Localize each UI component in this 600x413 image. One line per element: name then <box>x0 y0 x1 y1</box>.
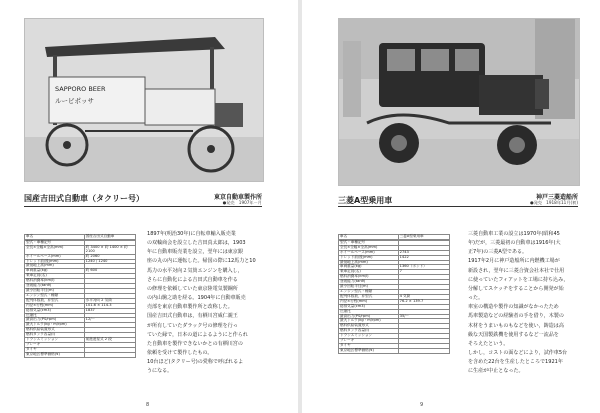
body-line: 座の丸の内に運転した。帰国の際に12馬力と10 <box>147 258 256 265</box>
spec-row <box>25 245 136 254</box>
spec-label: 最小回転半径(m) <box>339 285 399 290</box>
body-line: 正7年)の三菱A型である。 <box>468 249 528 256</box>
spec-value: 三菱A型乗用車 <box>398 235 449 240</box>
release-takuri: ●発売 1907年－月 <box>222 200 262 205</box>
spec-label: 車両重量(kg) <box>339 265 399 270</box>
spec-label: 燃料供給装置形式 <box>25 328 85 333</box>
page-number-left: 8 <box>146 402 150 408</box>
spec-value: 101.6 × 114.3 <box>84 303 135 308</box>
spec-label: 車名 <box>339 235 399 240</box>
title-mitsubishi-a: 三菱A型乗用車 <box>338 196 393 205</box>
spec-label: 型式・車種記号 <box>25 240 85 245</box>
body-line: しかし，コストの面などにより，試作車5台 <box>468 350 568 357</box>
spec-label: 総排気量(cm3) <box>339 304 399 309</box>
body-line: が所有していたダラック号の修理を行っ <box>147 322 238 329</box>
spec-value: 76.2 × 139.7 <box>398 299 449 304</box>
spec-label: エンジン型式・種類 <box>25 293 85 298</box>
spec-label: ホイールベース(mm) <box>339 250 399 255</box>
spec-label: 総排気量(cm3) <box>25 308 85 313</box>
spec-label: 最大トルク(kg・m/rpm) <box>339 319 399 324</box>
body-line: の修理を依頼していた東京陸電気製鋼所 <box>147 285 238 292</box>
spec-label: 東京地区標準価格(¥) <box>25 352 85 357</box>
body-line: 級な天国製鉄機を使用するなど一流品を <box>468 331 559 338</box>
spec-label: トレッド前/後(mm) <box>339 255 399 260</box>
spec-label: 配列体数数，弁型式 <box>25 298 85 303</box>
spec-value: 1240 / 1240 <box>84 259 135 264</box>
body-line: の内山駒之助を経る。1904年に自動車販売 <box>147 295 246 302</box>
body-line: 1897年(明治30年)に自転車輸入販売業 <box>147 231 236 237</box>
body-line: 三菱自動車工業の設立は1970年(昭和45 <box>468 231 560 237</box>
spec-label: トレッド前/後(mm) <box>25 259 85 264</box>
spec-value: 1837 <box>84 308 135 313</box>
spec-label: 圧縮比 <box>25 313 85 318</box>
body-line: 馬力の水平対向２気筒エンジンを購入し， <box>147 267 243 274</box>
body-line: そろえたという。 <box>468 340 509 347</box>
spec-label: 最高出力(PS/rpm) <box>25 318 85 323</box>
spec-label: 登坂能力(tanθ) <box>339 280 399 285</box>
spec-value: 35/－ <box>398 314 449 319</box>
photo-sign-line2: ルービポッサ <box>55 97 94 105</box>
body-line: を含めた22台を生産したところで1921年 <box>468 359 563 366</box>
spec-label: ブレーキ <box>339 339 399 344</box>
spec-value: 約 600 <box>84 269 135 274</box>
spec-label: 内径×行程(mm) <box>339 299 399 304</box>
title-takuri: 国産吉田式自動車（タクリー号） <box>24 194 144 203</box>
maker-mitsubishi: 神戸三菱造船所 <box>535 194 578 201</box>
spec-label: タイヤ <box>339 343 399 348</box>
spec-value: 12/－ <box>84 318 135 323</box>
body-line: 年)だが，三菱最初の自動車は1916年(大 <box>468 240 561 247</box>
body-line: 分解してスケッチをすることから開発が始 <box>468 285 564 292</box>
spec-value: 7 <box>398 270 449 275</box>
spec-value: 1422 <box>398 255 449 260</box>
spec-table-left <box>24 234 136 358</box>
spec-value: 国産吉田式自動車 <box>84 235 135 240</box>
spec-label: 車両重量(kg) <box>25 269 85 274</box>
body-line: 1917年2月に神戸造船所に内燃機工場が <box>468 258 560 265</box>
photo-sign-line1: SAPPORO BEER <box>55 85 106 93</box>
release-mitsubishi: ●発売 1918年11月(初) <box>529 200 578 205</box>
spec-table-right <box>338 234 450 354</box>
spec-label: 最低地上高(mm) <box>25 264 85 269</box>
body-line: うになる。 <box>147 368 173 375</box>
mitsubishi-illustration <box>339 19 579 185</box>
spec-label: 車名 <box>25 235 85 240</box>
spec-label: 内径×行程(mm) <box>25 303 85 308</box>
spec-row <box>339 348 450 353</box>
spec-value: 約 3400 × 約 1400 × 約 2100 <box>84 245 135 254</box>
body-line: 木材をうまいものもなどを使い，鋳造は高 <box>468 322 564 329</box>
spec-label: 最高出力(PS/rpm) <box>339 314 399 319</box>
spec-value <box>84 352 135 357</box>
body-line: 売部を東京自動車製作所と改称した。 <box>147 304 233 311</box>
spec-label: 型式・車種記号 <box>339 240 399 245</box>
body-line: さらに自動化による吉田式自動車を作る <box>147 276 238 283</box>
body-line: に使っていたフィアットを工場に持ち込み， <box>468 276 569 283</box>
spec-label: エンジン型式・種類 <box>339 289 399 294</box>
spec-label: 全長×全幅×全高(mm) <box>25 245 85 254</box>
right-page <box>302 0 600 413</box>
body-line: 国産吉田式自動車は，有栖川宮威仁親王 <box>147 313 238 320</box>
spec-label: 最小回転半径(m) <box>25 288 85 293</box>
spec-row <box>25 352 136 357</box>
title-rule-right <box>338 206 578 207</box>
body-line: 10台ほど(タクリー号)の愛称で呼ばれるよ <box>147 359 244 366</box>
spec-label: 全長×全幅×全高(mm) <box>339 245 399 250</box>
spec-value: 約 2060 <box>84 254 135 259</box>
left-page <box>0 0 298 413</box>
spec-label: ホイールベース(mm) <box>25 254 85 259</box>
body-line: った。 <box>468 295 484 302</box>
spec-label: 燃料消費率(km/l) <box>339 275 399 280</box>
spec-label: トランスミッション <box>339 334 399 339</box>
takuri-illustration <box>25 19 263 181</box>
spec-value: 2743 <box>398 250 449 255</box>
spec-label: 燃料消費率(km/l) <box>25 279 85 284</box>
spec-value <box>398 348 449 353</box>
spec-label: タイヤ <box>25 347 85 352</box>
body-line: の双輪商会を設立した吉田真太郎は，1903 <box>147 240 246 247</box>
spec-label: 東京地区標準価格(¥) <box>339 348 399 353</box>
spec-label: 登坂能力(tanθ) <box>25 284 85 289</box>
page-number-right: 9 <box>420 402 424 408</box>
body-line: に生産が中止となった。 <box>468 368 524 375</box>
spec-value: 1360（ボンド） <box>398 265 449 270</box>
spec-label: 最大トルク(kg・m/rpm) <box>25 323 85 328</box>
spec-label: 乗車定員(名) <box>25 274 85 279</box>
car-photo-takuri <box>24 18 264 182</box>
body-line: 依頼を受けて製作したもの。 <box>147 350 213 357</box>
spec-label: 最低地上高(mm) <box>339 260 399 265</box>
maker-takuri: 東京自動車製作所 <box>213 194 262 201</box>
spec-label: トランスミッション <box>25 338 85 343</box>
spec-label: ブレーキ <box>25 342 85 347</box>
body-text-left <box>147 230 256 377</box>
spec-value: 4 気筒 <box>398 294 449 299</box>
spec-label: 圧縮比 <box>339 309 399 314</box>
spec-label: 配列体数数，弁型式 <box>339 294 399 299</box>
spec-label: 乗車定員(名) <box>339 270 399 275</box>
spec-value: 前進遊星式 2 段 <box>84 338 135 343</box>
spec-label: 燃料タンク容量(l) <box>339 329 399 334</box>
body-line: 新設され，翌年に三菱合資会社本社で仕用 <box>468 267 565 274</box>
body-line: た自動車を製作できないかとの有栖川宮の <box>147 340 243 347</box>
spec-label: 燃料供給装置形式 <box>339 324 399 329</box>
spec-label: 燃料タンク容量(l) <box>25 333 85 338</box>
body-line: ていた縁で，日本の道によるようにと作られ <box>147 331 248 338</box>
body-line: 年に自動車販売業を設立，翌年には東京銀 <box>147 249 243 256</box>
car-photo-mitsubishi-a <box>338 18 580 186</box>
body-text-right <box>468 230 568 377</box>
body-line: 車室の構造や製作の知識がなかったため <box>468 304 559 311</box>
title-rule-left <box>24 206 262 207</box>
body-line: 馬車製造などの経験者の手を借り，木製の <box>468 313 564 320</box>
spec-value: 水平対向 2 気筒 <box>84 298 135 303</box>
